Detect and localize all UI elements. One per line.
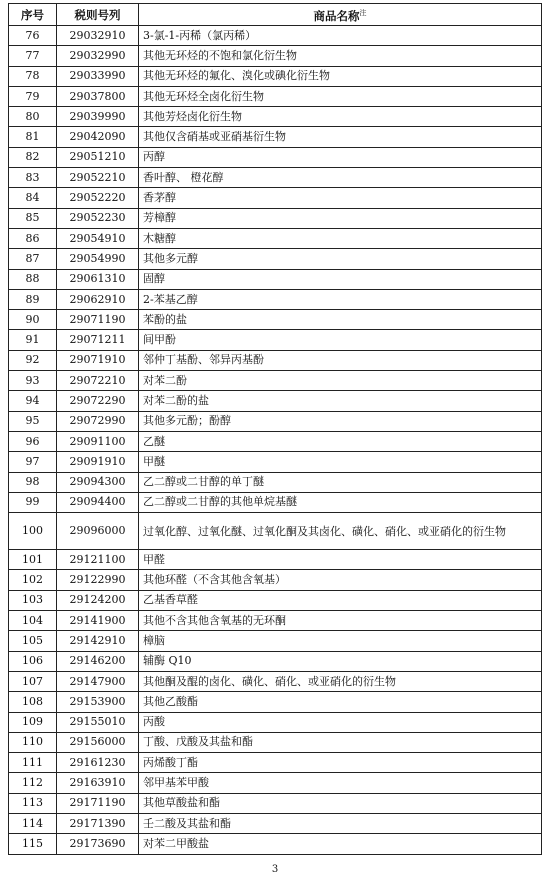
table-row (9, 550, 542, 570)
row-number: 86 (9, 228, 57, 248)
table-row (9, 570, 542, 590)
tariff-code: 29052230 (57, 208, 139, 228)
tariff-code: 29054910 (57, 228, 139, 248)
product-name: 乙醚 (139, 431, 542, 451)
product-name: 其他仅含硝基或亚硝基衍生物 (139, 127, 542, 147)
row-number: 80 (9, 107, 57, 127)
tariff-code: 29091100 (57, 431, 139, 451)
row-number: 107 (9, 671, 57, 691)
product-name: 樟脑 (139, 631, 542, 651)
product-name: 壬二酸及其盐和酯 (139, 813, 542, 833)
table-row (9, 472, 542, 492)
table-row (9, 590, 542, 610)
table-row (9, 208, 542, 228)
table-row (9, 513, 542, 550)
product-name: 乙基香草醛 (139, 590, 542, 610)
table-row (9, 391, 542, 411)
product-name: 2-苯基乙醇 (139, 289, 542, 309)
table-row (9, 492, 542, 512)
product-name: 香叶醇、 橙花醇 (139, 168, 542, 188)
row-number: 109 (9, 712, 57, 732)
table-row (9, 793, 542, 813)
tariff-code: 29146200 (57, 651, 139, 671)
row-number: 108 (9, 692, 57, 712)
row-number: 93 (9, 371, 57, 391)
row-number: 97 (9, 452, 57, 472)
product-name: 丁酸、戊酸及其盐和酯 (139, 732, 542, 752)
row-number: 99 (9, 492, 57, 512)
row-number: 77 (9, 46, 57, 66)
product-name: 其他乙酸酯 (139, 692, 542, 712)
tariff-code: 29072210 (57, 371, 139, 391)
tariff-code: 29052210 (57, 168, 139, 188)
product-name: 丙烯酸丁酯 (139, 753, 542, 773)
row-number: 88 (9, 269, 57, 289)
row-number: 90 (9, 310, 57, 330)
tariff-code: 29094300 (57, 472, 139, 492)
tariff-code: 29173690 (57, 834, 139, 854)
row-number: 113 (9, 793, 57, 813)
table-row (9, 773, 542, 793)
row-number: 105 (9, 631, 57, 651)
tariff-code: 29052220 (57, 188, 139, 208)
table-row (9, 631, 542, 651)
row-number: 82 (9, 147, 57, 167)
header-name-label: 商品名称 (313, 8, 360, 23)
table-body (9, 26, 542, 855)
product-name: 间甲酚 (139, 330, 542, 350)
tariff-code: 29039990 (57, 107, 139, 127)
product-name: 对苯二酚的盐 (139, 391, 542, 411)
tariff-code: 29054990 (57, 249, 139, 269)
table-row (9, 732, 542, 752)
table-row (9, 411, 542, 431)
tariff-code: 29094400 (57, 492, 139, 512)
tariff-code: 29037800 (57, 86, 139, 106)
product-name: 芳樟醇 (139, 208, 542, 228)
row-number: 94 (9, 391, 57, 411)
product-name: 其他草酸盐和酯 (139, 793, 542, 813)
tariff-code: 29155010 (57, 712, 139, 732)
product-name: 对苯二甲酸盐 (139, 834, 542, 854)
row-number: 112 (9, 773, 57, 793)
tariff-code: 29072290 (57, 391, 139, 411)
table-row (9, 289, 542, 309)
product-name: 邻甲基苯甲酸 (139, 773, 542, 793)
tariff-code: 29032910 (57, 26, 139, 46)
table-row (9, 86, 542, 106)
product-name: 苯酚的盐 (139, 310, 542, 330)
tariff-code: 29042090 (57, 127, 139, 147)
row-number: 92 (9, 350, 57, 370)
row-number: 106 (9, 651, 57, 671)
row-number: 89 (9, 289, 57, 309)
table-row (9, 671, 542, 691)
row-number: 114 (9, 813, 57, 833)
tariff-code: 29071190 (57, 310, 139, 330)
tariff-code: 29032990 (57, 46, 139, 66)
table-row (9, 712, 542, 732)
table-row (9, 692, 542, 712)
row-number: 103 (9, 590, 57, 610)
product-name: 其他不含其他含氧基的无环酮 (139, 611, 542, 631)
table-row (9, 753, 542, 773)
table-row (9, 611, 542, 631)
product-name: 过氧化醇、过氧化醚、过氧化酮及其卤化、磺化、硝化、或亚硝化的衍生物 (139, 513, 542, 550)
product-name: 丙醇 (139, 147, 542, 167)
table-row (9, 813, 542, 833)
row-number: 110 (9, 732, 57, 752)
row-number: 85 (9, 208, 57, 228)
tariff-code: 29142910 (57, 631, 139, 651)
row-number: 84 (9, 188, 57, 208)
table-row (9, 350, 542, 370)
tariff-code: 29171390 (57, 813, 139, 833)
product-name: 其他多元醇 (139, 249, 542, 269)
row-number: 98 (9, 472, 57, 492)
tariff-code: 29091910 (57, 452, 139, 472)
table-row (9, 168, 542, 188)
tariff-code: 29153900 (57, 692, 139, 712)
product-name: 其他无环烃的氟化、溴化或碘化衍生物 (139, 66, 542, 86)
row-number: 104 (9, 611, 57, 631)
product-name: 香茅醇 (139, 188, 542, 208)
product-name: 3-氯-1-丙稀（氯丙稀） (139, 26, 542, 46)
header-name (139, 4, 542, 26)
product-name: 固醇 (139, 269, 542, 289)
table-row (9, 834, 542, 854)
product-name: 乙二醇或二甘醇的其他单烷基醚 (139, 492, 542, 512)
tariff-code: 29147900 (57, 671, 139, 691)
table-row (9, 127, 542, 147)
tariff-code: 29071910 (57, 350, 139, 370)
tariff-code: 29156000 (57, 732, 139, 752)
row-number: 76 (9, 26, 57, 46)
tariff-code: 29062910 (57, 289, 139, 309)
tariff-code: 29171190 (57, 793, 139, 813)
tariff-code: 29124200 (57, 590, 139, 610)
tariff-code: 29122990 (57, 570, 139, 590)
product-name: 乙二醇或二甘醇的单丁醚 (139, 472, 542, 492)
header-row (9, 4, 542, 26)
row-number: 83 (9, 168, 57, 188)
table-row (9, 228, 542, 248)
product-name: 邻仲丁基酚、邻异丙基酚 (139, 350, 542, 370)
table-row (9, 310, 542, 330)
page-number: 3 (271, 864, 279, 875)
product-name: 辅酶 Q10 (139, 651, 542, 671)
tariff-code: 29096000 (57, 513, 139, 550)
row-number: 100 (9, 513, 57, 550)
row-number: 96 (9, 431, 57, 451)
table-row (9, 249, 542, 269)
header-no: 序号 (9, 4, 57, 26)
tariff-code: 29071211 (57, 330, 139, 350)
row-number: 91 (9, 330, 57, 350)
tariff-code: 29163910 (57, 773, 139, 793)
row-number: 78 (9, 66, 57, 86)
tariff-code: 29061310 (57, 269, 139, 289)
tariff-code: 29121100 (57, 550, 139, 570)
table-row (9, 269, 542, 289)
product-name: 甲醚 (139, 452, 542, 472)
table-row (9, 46, 542, 66)
product-name: 其他多元酚；酚醇 (139, 411, 542, 431)
tariff-code: 29051210 (57, 147, 139, 167)
table-row (9, 452, 542, 472)
table-row (9, 651, 542, 671)
header-code: 税则号列 (57, 4, 139, 26)
tariff-code: 29033990 (57, 66, 139, 86)
product-name: 其他酮及醌的卤化、磺化、硝化、或亚硝化的衍生物 (139, 671, 542, 691)
tariff-code: 29141900 (57, 611, 139, 631)
row-number: 79 (9, 86, 57, 106)
product-name: 其他无环烃全卤化衍生物 (139, 86, 542, 106)
product-name: 对苯二酚 (139, 371, 542, 391)
row-number: 81 (9, 127, 57, 147)
product-name: 丙酸 (139, 712, 542, 732)
product-name: 木糖醇 (139, 228, 542, 248)
product-name: 其他无环烃的不饱和氯化衍生物 (139, 46, 542, 66)
tariff-code: 29072990 (57, 411, 139, 431)
table-row (9, 431, 542, 451)
row-number: 102 (9, 570, 57, 590)
product-name: 其他环醛（不含其他含氧基） (139, 570, 542, 590)
row-number: 101 (9, 550, 57, 570)
row-number: 87 (9, 249, 57, 269)
tariff-code: 29161230 (57, 753, 139, 773)
product-name: 其他芳烃卤化衍生物 (139, 107, 542, 127)
row-number: 111 (9, 753, 57, 773)
table-row (9, 188, 542, 208)
table-row (9, 26, 542, 46)
row-number: 115 (9, 834, 57, 854)
table-row (9, 330, 542, 350)
product-name: 甲醛 (139, 550, 542, 570)
table-row (9, 371, 542, 391)
header-name-note: 注 (359, 9, 367, 18)
tariff-table (8, 3, 542, 855)
row-number: 95 (9, 411, 57, 431)
table-row (9, 66, 542, 86)
table-row (9, 107, 542, 127)
table-row (9, 147, 542, 167)
